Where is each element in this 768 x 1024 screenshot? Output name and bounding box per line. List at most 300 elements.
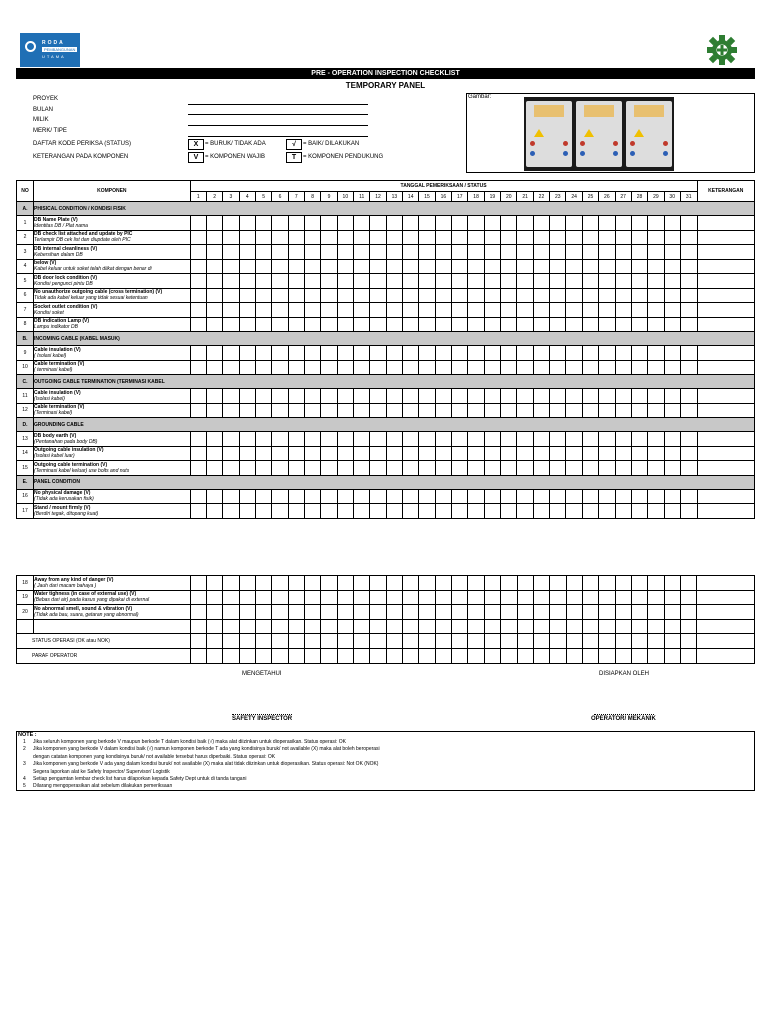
status-cell[interactable] <box>517 489 533 504</box>
status-cell[interactable] <box>582 274 598 289</box>
status-cell[interactable] <box>435 590 451 605</box>
status-cell[interactable] <box>664 346 680 361</box>
status-cell[interactable] <box>304 446 320 461</box>
status-cell[interactable] <box>680 489 697 504</box>
status-cell[interactable] <box>337 259 353 274</box>
status-cell[interactable] <box>435 317 451 332</box>
keterangan-cell[interactable] <box>697 489 754 504</box>
status-cell[interactable] <box>517 619 533 634</box>
status-cell[interactable] <box>370 590 386 605</box>
status-cell[interactable] <box>501 619 517 634</box>
status-cell[interactable] <box>288 590 304 605</box>
status-cell[interactable] <box>386 489 402 504</box>
status-cell[interactable] <box>321 303 337 318</box>
status-cell[interactable] <box>631 245 647 260</box>
status-cell[interactable] <box>190 576 206 591</box>
status-cell[interactable] <box>582 576 598 591</box>
status-cell[interactable] <box>288 432 304 447</box>
status-cell[interactable] <box>370 259 386 274</box>
status-cell[interactable] <box>239 403 255 418</box>
status-cell[interactable] <box>419 576 435 591</box>
status-cell[interactable] <box>272 230 288 245</box>
status-cell[interactable] <box>272 446 288 461</box>
status-cell[interactable] <box>419 346 435 361</box>
status-cell[interactable] <box>664 303 680 318</box>
status-cell[interactable] <box>680 590 696 605</box>
status-cell[interactable] <box>386 288 402 303</box>
status-cell[interactable] <box>566 461 582 476</box>
status-cell[interactable] <box>354 389 370 404</box>
status-cell[interactable] <box>223 230 239 245</box>
status-cell[interactable] <box>452 576 468 591</box>
status-cell[interactable] <box>386 230 402 245</box>
status-cell[interactable] <box>533 605 549 620</box>
status-cell[interactable] <box>304 230 320 245</box>
status-cell[interactable] <box>288 403 304 418</box>
status-cell[interactable] <box>419 489 435 504</box>
status-cell[interactable] <box>223 245 239 260</box>
status-cell[interactable] <box>501 605 517 620</box>
status-cell[interactable] <box>354 590 370 605</box>
status-cell[interactable] <box>550 590 566 605</box>
status-cell[interactable] <box>648 634 664 649</box>
status-cell[interactable] <box>419 590 435 605</box>
status-cell[interactable] <box>403 489 419 504</box>
status-cell[interactable] <box>223 634 239 649</box>
status-cell[interactable] <box>517 274 533 289</box>
status-cell[interactable] <box>566 288 582 303</box>
status-cell[interactable] <box>386 634 402 649</box>
status-cell[interactable] <box>468 403 484 418</box>
status-cell[interactable] <box>582 590 598 605</box>
status-cell[interactable] <box>370 245 386 260</box>
status-cell[interactable] <box>255 389 271 404</box>
status-cell[interactable] <box>599 389 615 404</box>
status-cell[interactable] <box>615 446 631 461</box>
status-cell[interactable] <box>550 403 566 418</box>
status-cell[interactable] <box>370 216 386 231</box>
status-cell[interactable] <box>648 259 664 274</box>
status-cell[interactable] <box>517 317 533 332</box>
status-cell[interactable] <box>550 288 566 303</box>
status-cell[interactable] <box>190 432 206 447</box>
keterangan-cell[interactable] <box>697 504 754 519</box>
status-cell[interactable] <box>288 576 304 591</box>
status-cell[interactable] <box>223 619 239 634</box>
status-cell[interactable] <box>255 274 271 289</box>
status-cell[interactable] <box>223 489 239 504</box>
status-cell[interactable] <box>664 489 680 504</box>
status-cell[interactable] <box>501 576 517 591</box>
status-cell[interactable] <box>566 274 582 289</box>
status-cell[interactable] <box>680 317 697 332</box>
status-cell[interactable] <box>337 576 353 591</box>
status-cell[interactable] <box>484 634 500 649</box>
status-cell[interactable] <box>288 245 304 260</box>
status-cell[interactable] <box>190 216 206 231</box>
status-cell[interactable] <box>680 649 696 664</box>
status-cell[interactable] <box>680 216 697 231</box>
status-cell[interactable] <box>239 346 255 361</box>
status-cell[interactable] <box>664 504 680 519</box>
status-cell[interactable] <box>615 346 631 361</box>
status-cell[interactable] <box>566 446 582 461</box>
status-cell[interactable] <box>599 274 615 289</box>
status-cell[interactable] <box>403 446 419 461</box>
status-cell[interactable] <box>680 504 697 519</box>
keterangan-cell[interactable] <box>697 360 754 375</box>
status-cell[interactable] <box>403 649 419 664</box>
status-cell[interactable] <box>664 403 680 418</box>
status-cell[interactable] <box>321 288 337 303</box>
status-cell[interactable] <box>648 432 664 447</box>
status-cell[interactable] <box>468 446 484 461</box>
status-cell[interactable] <box>435 634 451 649</box>
status-cell[interactable] <box>239 605 255 620</box>
keterangan-cell[interactable] <box>697 461 754 476</box>
status-cell[interactable] <box>582 230 598 245</box>
status-cell[interactable] <box>206 576 222 591</box>
status-cell[interactable] <box>354 346 370 361</box>
status-cell[interactable] <box>386 389 402 404</box>
status-cell[interactable] <box>419 274 435 289</box>
status-cell[interactable] <box>321 230 337 245</box>
status-cell[interactable] <box>680 245 697 260</box>
status-cell[interactable] <box>370 288 386 303</box>
status-cell[interactable] <box>533 489 549 504</box>
status-cell[interactable] <box>256 619 272 634</box>
status-cell[interactable] <box>680 360 697 375</box>
status-cell[interactable] <box>615 605 631 620</box>
status-cell[interactable] <box>272 274 288 289</box>
status-cell[interactable] <box>223 303 239 318</box>
status-cell[interactable] <box>484 403 500 418</box>
status-cell[interactable] <box>501 403 517 418</box>
status-cell[interactable] <box>386 649 402 664</box>
status-cell[interactable] <box>403 317 419 332</box>
status-cell[interactable] <box>680 259 697 274</box>
status-cell[interactable] <box>582 360 598 375</box>
status-cell[interactable] <box>468 259 484 274</box>
status-cell[interactable] <box>272 649 288 664</box>
status-cell[interactable] <box>582 649 598 664</box>
status-cell[interactable] <box>484 216 500 231</box>
status-cell[interactable] <box>255 346 271 361</box>
status-cell[interactable] <box>255 216 271 231</box>
status-cell[interactable] <box>304 288 320 303</box>
status-cell[interactable] <box>550 605 566 620</box>
status-cell[interactable] <box>566 216 582 231</box>
status-cell[interactable] <box>206 489 222 504</box>
status-cell[interactable] <box>435 649 451 664</box>
status-cell[interactable] <box>223 432 239 447</box>
status-cell[interactable] <box>517 259 533 274</box>
status-cell[interactable] <box>354 317 370 332</box>
status-cell[interactable] <box>223 317 239 332</box>
status-cell[interactable] <box>321 259 337 274</box>
status-cell[interactable] <box>206 634 222 649</box>
status-cell[interactable] <box>255 432 271 447</box>
status-cell[interactable] <box>403 216 419 231</box>
status-cell[interactable] <box>680 303 697 318</box>
status-cell[interactable] <box>206 230 222 245</box>
status-cell[interactable] <box>484 605 500 620</box>
status-cell[interactable] <box>501 288 517 303</box>
status-cell[interactable] <box>550 360 566 375</box>
status-cell[interactable] <box>631 303 647 318</box>
status-cell[interactable] <box>288 274 304 289</box>
status-cell[interactable] <box>501 317 517 332</box>
status-cell[interactable] <box>386 619 402 634</box>
status-cell[interactable] <box>484 649 500 664</box>
status-cell[interactable] <box>566 346 582 361</box>
status-cell[interactable] <box>566 403 582 418</box>
status-cell[interactable] <box>304 274 320 289</box>
status-cell[interactable] <box>664 245 680 260</box>
status-cell[interactable] <box>321 317 337 332</box>
status-cell[interactable] <box>582 504 598 519</box>
status-cell[interactable] <box>354 259 370 274</box>
status-cell[interactable] <box>288 346 304 361</box>
status-cell[interactable] <box>370 634 386 649</box>
status-cell[interactable] <box>304 461 320 476</box>
status-cell[interactable] <box>599 461 615 476</box>
status-cell[interactable] <box>550 634 566 649</box>
status-cell[interactable] <box>386 259 402 274</box>
status-cell[interactable] <box>648 590 664 605</box>
status-cell[interactable] <box>648 230 664 245</box>
keterangan-cell[interactable] <box>697 389 754 404</box>
keterangan-cell[interactable] <box>697 403 754 418</box>
status-cell[interactable] <box>223 576 239 591</box>
status-cell[interactable] <box>533 288 549 303</box>
status-cell[interactable] <box>223 259 239 274</box>
status-cell[interactable] <box>648 303 664 318</box>
status-cell[interactable] <box>288 303 304 318</box>
status-cell[interactable] <box>680 274 697 289</box>
status-cell[interactable] <box>648 504 664 519</box>
status-cell[interactable] <box>599 446 615 461</box>
status-cell[interactable] <box>648 403 664 418</box>
status-cell[interactable] <box>272 590 288 605</box>
status-cell[interactable] <box>631 274 647 289</box>
status-cell[interactable] <box>615 432 631 447</box>
status-cell[interactable] <box>664 446 680 461</box>
status-cell[interactable] <box>206 605 222 620</box>
status-cell[interactable] <box>631 489 647 504</box>
status-cell[interactable] <box>354 619 370 634</box>
status-cell[interactable] <box>517 576 533 591</box>
status-cell[interactable] <box>501 389 517 404</box>
operator-signature-line[interactable] <box>594 714 654 715</box>
status-cell[interactable] <box>288 619 304 634</box>
status-cell[interactable] <box>272 216 288 231</box>
status-cell[interactable] <box>615 649 631 664</box>
status-cell[interactable] <box>190 274 206 289</box>
status-cell[interactable] <box>190 619 206 634</box>
status-cell[interactable] <box>337 403 353 418</box>
status-cell[interactable] <box>370 446 386 461</box>
status-cell[interactable] <box>403 634 419 649</box>
status-cell[interactable] <box>566 389 582 404</box>
status-cell[interactable] <box>566 360 582 375</box>
keterangan-cell[interactable] <box>697 259 754 274</box>
status-cell[interactable] <box>631 230 647 245</box>
status-cell[interactable] <box>680 576 696 591</box>
status-cell[interactable] <box>501 649 517 664</box>
status-cell[interactable] <box>631 360 647 375</box>
status-cell[interactable] <box>239 230 255 245</box>
status-cell[interactable] <box>599 360 615 375</box>
status-cell[interactable] <box>288 317 304 332</box>
status-cell[interactable] <box>223 360 239 375</box>
status-cell[interactable] <box>452 432 468 447</box>
status-cell[interactable] <box>337 317 353 332</box>
status-cell[interactable] <box>305 576 321 591</box>
status-cell[interactable] <box>239 446 255 461</box>
status-cell[interactable] <box>370 461 386 476</box>
keterangan-cell[interactable] <box>697 605 755 620</box>
status-cell[interactable] <box>599 303 615 318</box>
status-cell[interactable] <box>419 303 435 318</box>
status-cell[interactable] <box>419 619 435 634</box>
status-cell[interactable] <box>321 619 337 634</box>
status-cell[interactable] <box>631 504 647 519</box>
status-cell[interactable] <box>550 274 566 289</box>
status-cell[interactable] <box>288 259 304 274</box>
status-cell[interactable] <box>468 245 484 260</box>
status-cell[interactable] <box>239 576 255 591</box>
status-cell[interactable] <box>648 245 664 260</box>
status-cell[interactable] <box>239 619 255 634</box>
status-cell[interactable] <box>664 317 680 332</box>
status-cell[interactable] <box>501 489 517 504</box>
inspector-signature-line[interactable] <box>232 714 292 715</box>
status-cell[interactable] <box>615 489 631 504</box>
status-cell[interactable] <box>288 446 304 461</box>
status-cell[interactable] <box>354 274 370 289</box>
status-cell[interactable] <box>386 303 402 318</box>
status-cell[interactable] <box>599 230 615 245</box>
status-cell[interactable] <box>664 259 680 274</box>
status-cell[interactable] <box>419 504 435 519</box>
status-cell[interactable] <box>501 504 517 519</box>
status-cell[interactable] <box>305 605 321 620</box>
status-cell[interactable] <box>321 274 337 289</box>
status-cell[interactable] <box>452 649 468 664</box>
status-cell[interactable] <box>501 245 517 260</box>
status-cell[interactable] <box>206 346 222 361</box>
status-cell[interactable] <box>648 389 664 404</box>
status-cell[interactable] <box>501 432 517 447</box>
status-cell[interactable] <box>582 346 598 361</box>
field-merk-line[interactable] <box>188 136 368 137</box>
status-cell[interactable] <box>599 432 615 447</box>
status-cell[interactable] <box>680 346 697 361</box>
status-cell[interactable] <box>239 649 255 664</box>
status-cell[interactable] <box>403 346 419 361</box>
status-cell[interactable] <box>419 634 435 649</box>
status-cell[interactable] <box>631 389 647 404</box>
status-cell[interactable] <box>206 389 222 404</box>
status-cell[interactable] <box>648 346 664 361</box>
status-cell[interactable] <box>403 576 419 591</box>
status-cell[interactable] <box>190 230 206 245</box>
status-cell[interactable] <box>354 216 370 231</box>
status-cell[interactable] <box>223 288 239 303</box>
status-cell[interactable] <box>452 303 468 318</box>
status-cell[interactable] <box>206 360 222 375</box>
status-cell[interactable] <box>533 317 549 332</box>
status-cell[interactable] <box>615 403 631 418</box>
status-cell[interactable] <box>599 634 615 649</box>
status-cell[interactable] <box>321 576 337 591</box>
keterangan-cell[interactable] <box>697 432 754 447</box>
status-cell[interactable] <box>533 446 549 461</box>
status-cell[interactable] <box>370 605 386 620</box>
status-cell[interactable] <box>206 245 222 260</box>
status-cell[interactable] <box>452 461 468 476</box>
status-cell[interactable] <box>680 288 697 303</box>
status-cell[interactable] <box>272 317 288 332</box>
status-cell[interactable] <box>386 461 402 476</box>
status-cell[interactable] <box>337 360 353 375</box>
status-cell[interactable] <box>452 590 468 605</box>
status-cell[interactable] <box>484 274 500 289</box>
status-cell[interactable] <box>517 360 533 375</box>
status-cell[interactable] <box>452 245 468 260</box>
status-cell[interactable] <box>255 403 271 418</box>
status-cell[interactable] <box>664 274 680 289</box>
status-cell[interactable] <box>582 432 598 447</box>
status-cell[interactable] <box>615 216 631 231</box>
status-cell[interactable] <box>615 288 631 303</box>
status-cell[interactable] <box>321 360 337 375</box>
status-cell[interactable] <box>403 605 419 620</box>
status-cell[interactable] <box>386 274 402 289</box>
status-cell[interactable] <box>288 605 304 620</box>
status-cell[interactable] <box>615 576 631 591</box>
status-cell[interactable] <box>337 590 353 605</box>
status-cell[interactable] <box>533 346 549 361</box>
status-cell[interactable] <box>664 649 680 664</box>
status-cell[interactable] <box>533 216 549 231</box>
status-cell[interactable] <box>566 432 582 447</box>
status-cell[interactable] <box>190 346 206 361</box>
status-cell[interactable] <box>337 634 353 649</box>
status-cell[interactable] <box>435 259 451 274</box>
status-cell[interactable] <box>517 504 533 519</box>
status-cell[interactable] <box>631 605 647 620</box>
status-cell[interactable] <box>190 634 206 649</box>
status-cell[interactable] <box>403 303 419 318</box>
status-cell[interactable] <box>468 303 484 318</box>
status-cell[interactable] <box>403 403 419 418</box>
status-cell[interactable] <box>256 649 272 664</box>
status-cell[interactable] <box>337 216 353 231</box>
status-cell[interactable] <box>501 590 517 605</box>
status-cell[interactable] <box>304 216 320 231</box>
status-cell[interactable] <box>223 389 239 404</box>
status-cell[interactable] <box>631 403 647 418</box>
status-cell[interactable] <box>582 259 598 274</box>
status-cell[interactable] <box>468 346 484 361</box>
status-cell[interactable] <box>664 230 680 245</box>
status-cell[interactable] <box>354 576 370 591</box>
status-cell[interactable] <box>501 461 517 476</box>
status-cell[interactable] <box>566 634 582 649</box>
status-cell[interactable] <box>680 634 696 649</box>
